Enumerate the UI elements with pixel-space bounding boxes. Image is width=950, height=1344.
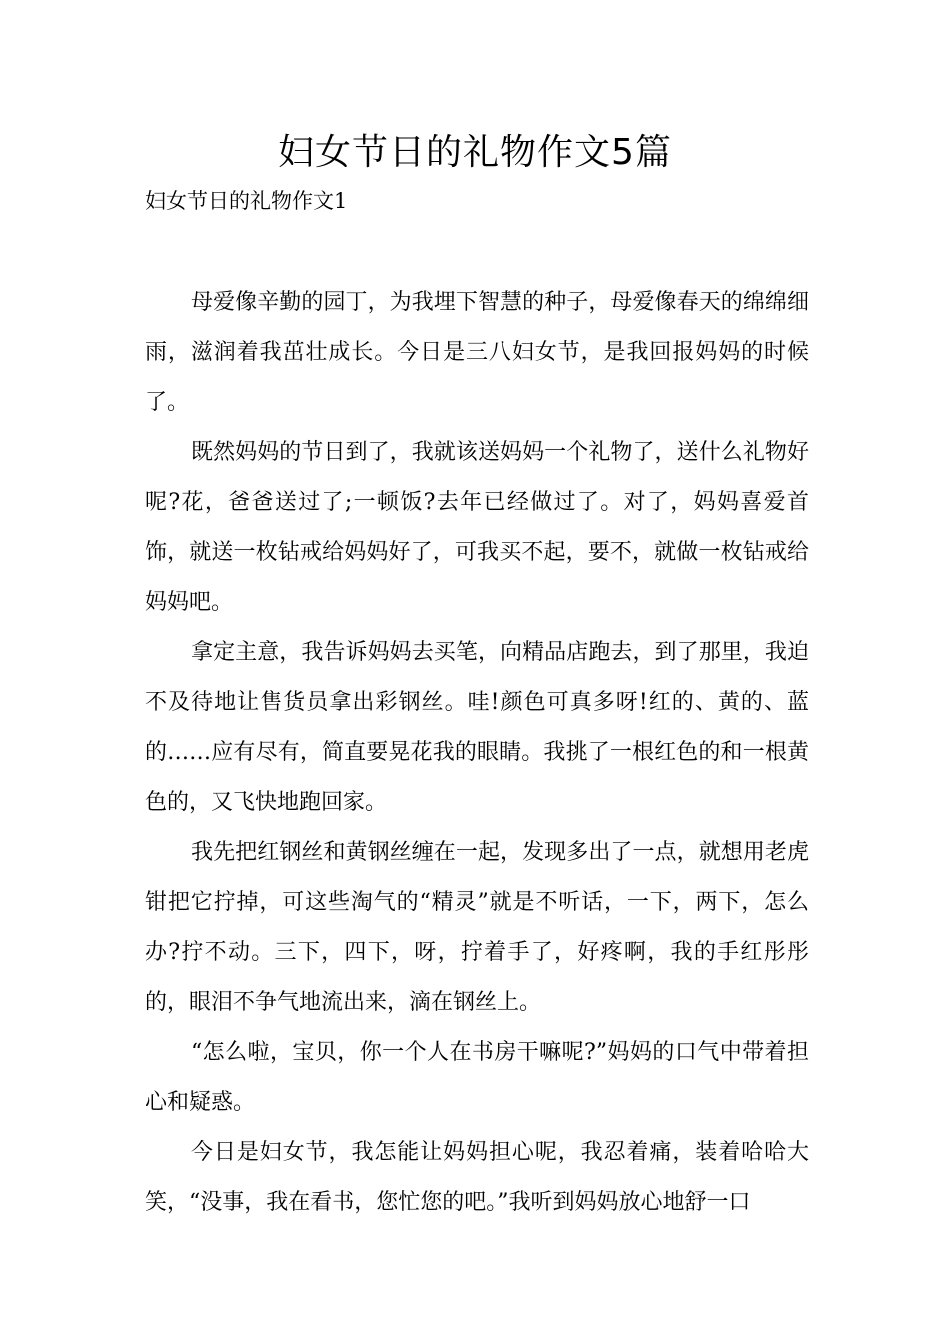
- paragraph: 我先把红钢丝和黄钢丝缠在一起，发现多出了一点，就想用老虎钳把它拧掉，可这些淘气的“精灵”就是不听话，一下，两下，怎么办?拧不动。三下，四下，呀，拧着手了，好疼啊，我的手红彤彤的，眼泪不争气地流出来，滴在钢丝上。: [145, 840, 809, 1015]
- section-heading: 妇女节日的礼物作文1: [145, 189, 348, 213]
- document-body: [145, 278, 809, 1228]
- paragraph: 今日是妇女节，我怎能让妈妈担心呢，我忍着痛，装着哈哈大笑，“没事，我在看书，您忙您的吧。”我听到妈妈放心地舒一口: [145, 1140, 809, 1215]
- paragraph: “怎么啦，宝贝，你一个人在书房干嘛呢?”妈妈的口气中带着担心和疑惑。: [145, 1040, 809, 1115]
- paragraph: 母爱像辛勤的园丁，为我埋下智慧的种子，母爱像春天的绵绵细雨，滋润着我茁壮成长。今日是三八妇女节，是我回报妈妈的时候了。: [145, 290, 809, 415]
- paragraph: 既然妈妈的节日到了，我就该送妈妈一个礼物了，送什么礼物好呢?花，爸爸送过了;一顿饭?去年已经做过了。对了，妈妈喜爱首饰，就送一枚钻戒给妈妈好了，可我买不起，要不，就做一枚钻戒给妈妈吧。: [145, 440, 809, 615]
- document-title: 妇女节日的礼物作文5篇: [278, 132, 672, 173]
- paragraph: 拿定主意，我告诉妈妈去买笔，向精品店跑去，到了那里，我迫不及待地让售货员拿出彩钢丝。哇!颜色可真多呀!红的、黄的、蓝的……应有尽有，简直要晃花我的眼睛。我挑了一根红色的和一根黄色的，又飞快地跑回家。: [145, 640, 809, 815]
